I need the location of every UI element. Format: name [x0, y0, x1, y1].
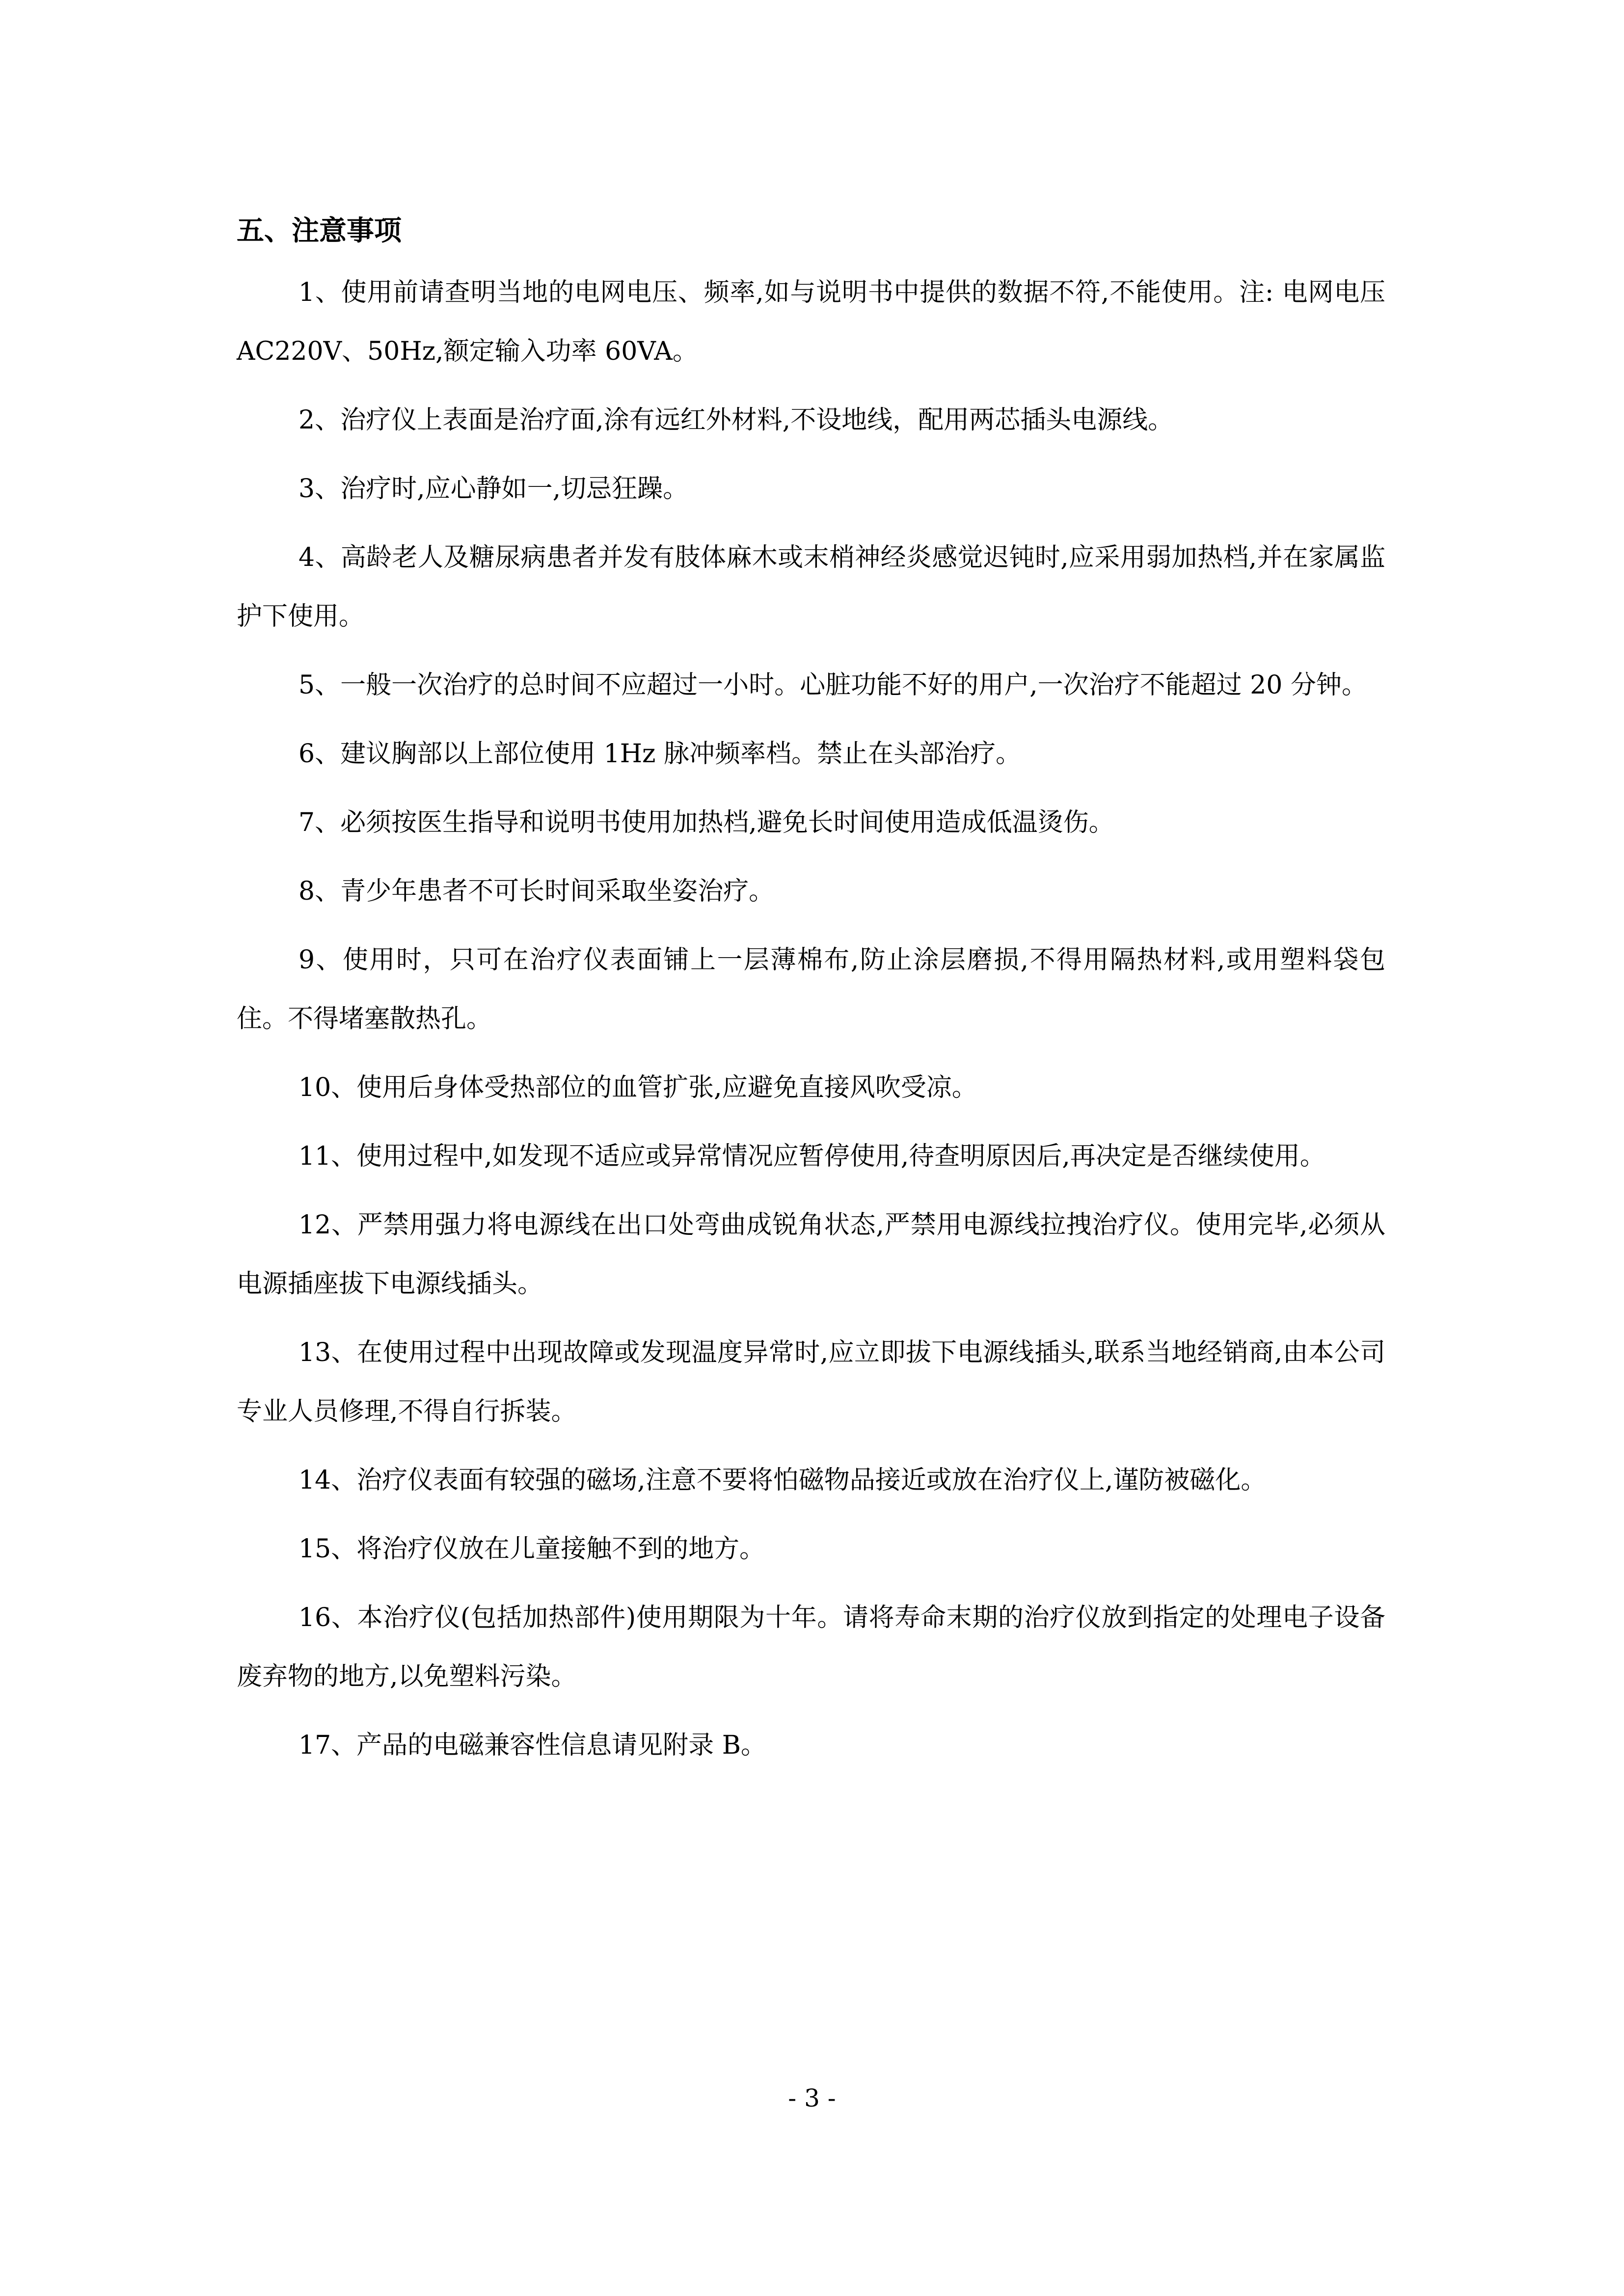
- precaution-item-6: 6、建议胸部以上部位使用 1Hz 脉冲频率档。禁止在头部治疗。: [298, 739, 1021, 769]
- precaution-item-16: 16、本治疗仪(包括加热部件)使用期限为十年。请将寿命末期的治疗仪放到指定的处理电子设备废弃物的地方,以免塑料污染。: [237, 1603, 1385, 1691]
- precaution-item-12: 12、严禁用强力将电源线在出口处弯曲成锐角状态,严禁用电源线拉拽治疗仪。使用完毕,必须从电源插座拔下电源线插头。: [237, 1210, 1385, 1299]
- precaution-item-13: 13、在使用过程中出现故障或发现温度异常时,应立即拔下电源线插头,联系当地经销商,由本公司专业人员修理,不得自行拆装。: [237, 1338, 1385, 1426]
- precaution-item-15: 15、将治疗仪放在儿童接触不到的地方。: [298, 1534, 765, 1564]
- precaution-item-1: 1、使用前请查明当地的电网电压、频率,如与说明书中提供的数据不符,不能使用。注: 电网电压 AC220V、50Hz,额定输入功率 60VA。: [237, 278, 1385, 366]
- precaution-item-5: 5、一般一次治疗的总时间不应超过一小时。心脏功能不好的用户,一次治疗不能超过 20 分钟。: [298, 670, 1367, 700]
- precaution-item-4: 4、高龄老人及糖尿病患者并发有肢体麻木或末梢神经炎感觉迟钝时,应采用弱加热档,并在家属监护下使用。: [237, 543, 1385, 631]
- precaution-item-11: 11、使用过程中,如发现不适应或异常情况应暂停使用,待查明原因后,再决定是否继续使用。: [298, 1142, 1326, 1171]
- page-content: [237, 205, 1385, 1785]
- section-heading: 五、注意事项: [237, 214, 402, 247]
- precaution-item-10: 10、使用后身体受热部位的血管扩张,应避免直接风吹受凉。: [298, 1073, 977, 1102]
- page-number: - 3 -: [788, 2084, 836, 2112]
- precaution-item-2: 2、治疗仪上表面是治疗面,涂有远红外材料,不设地线，配用两芯插头电源线。: [298, 405, 1174, 435]
- precaution-item-8: 8、青少年患者不可长时间采取坐姿治疗。: [298, 877, 775, 906]
- precaution-item-7: 7、必须按医生指导和说明书使用加热档,避免长时间使用造成低温烫伤。: [298, 808, 1114, 837]
- precaution-item-14: 14、治疗仪表面有较强的磁场,注意不要将怕磁物品接近或放在治疗仪上,谨防被磁化。: [298, 1466, 1267, 1495]
- precaution-item-9: 9、使用时，只可在治疗仪表面铺上一层薄棉布,防止涂层磨损,不得用隔热材料,或用塑料袋包住。不得堵塞散热孔。: [237, 945, 1385, 1034]
- precaution-item-17: 17、产品的电磁兼容性信息请见附录 B。: [298, 1731, 766, 1760]
- precaution-item-3: 3、治疗时,应心静如一,切忌狂躁。: [298, 474, 689, 504]
